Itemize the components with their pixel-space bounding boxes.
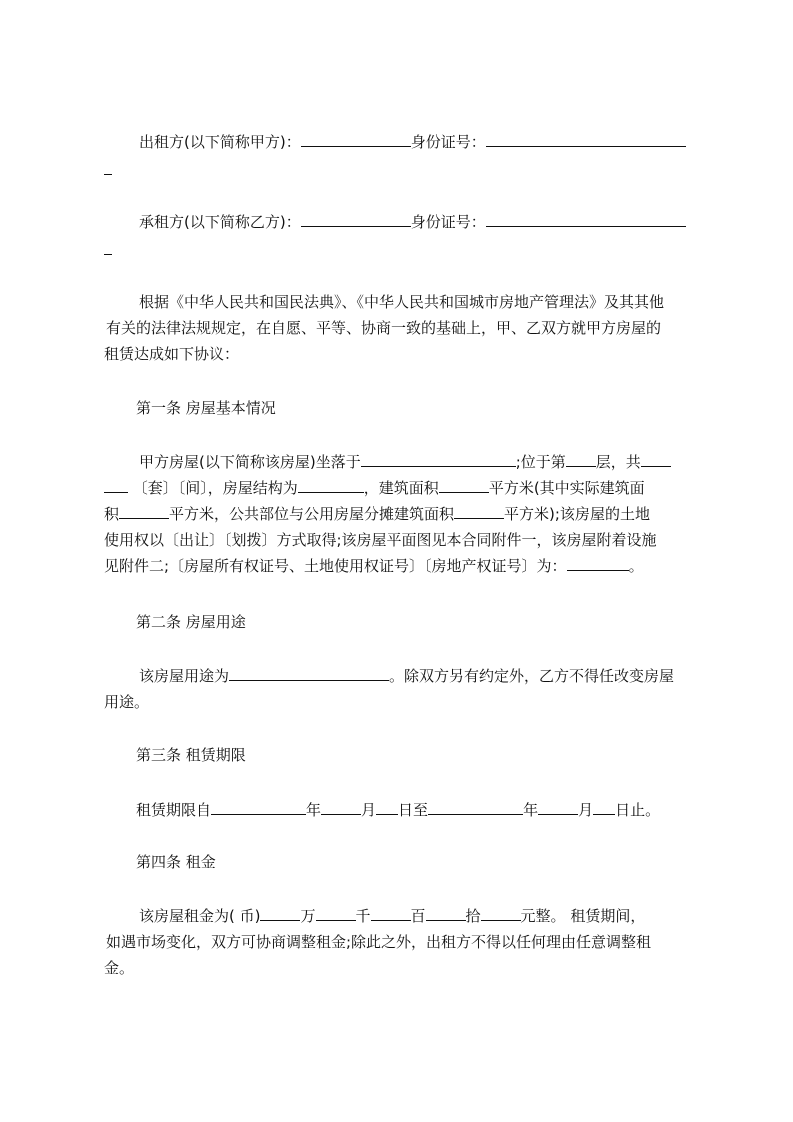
- lessor-line: [139, 132, 739, 152]
- building-area-blank[interactable]: [439, 478, 489, 493]
- certificate-blank[interactable]: [567, 556, 629, 571]
- article1-line-1: 甲方房屋(以下简称该房屋)坐落于 ;位于第 层，共: [139, 452, 739, 472]
- article4-line-2: 如遇市场变化，双方可协商调整租金;除此之外，出租方不得以任何理由任意调整租: [106, 933, 652, 951]
- preamble-line-2: 有关的法律法规规定，在自愿、平等、协商一致的基础上，甲、乙双方就甲方房屋的: [106, 319, 662, 337]
- article1-line-4: 使用权以〔出让〕〔划拨〕方式取得;该房屋平面图见本合同附件一，该房屋附着设施: [104, 531, 657, 549]
- lessee-id-blank[interactable]: [486, 212, 686, 227]
- start-day-blank[interactable]: [376, 800, 398, 815]
- article4-line-1: 该房屋租金为( 币) 万 千 百 拾 元整。 租赁期间，: [139, 907, 646, 925]
- lessee-id-label: 身份证号：: [410, 213, 486, 231]
- usage-blank[interactable]: [229, 666, 389, 681]
- article1-line-5: 见附件二;〔房屋所有权证号、土地使用权证号〕〔房地产权证号〕为： 。: [104, 557, 644, 575]
- location-blank[interactable]: [361, 452, 516, 467]
- article2-title: 第二条 房屋用途: [136, 613, 246, 631]
- preamble-line-3: 租赁达成如下协议：: [104, 345, 240, 363]
- article4-title: 第四条 租金: [136, 853, 216, 871]
- end-day-blank[interactable]: [593, 800, 615, 815]
- wan-blank[interactable]: [260, 906, 300, 921]
- lessor-id-blank[interactable]: [486, 132, 686, 147]
- lessor-id-label: 身份证号：: [410, 133, 486, 151]
- article4-line-3: 金。: [104, 959, 135, 977]
- shi-blank[interactable]: [426, 906, 466, 921]
- lessor-label: 出租方(以下简称甲方)：: [139, 133, 301, 151]
- end-year-blank[interactable]: [428, 800, 523, 815]
- article1-title: 第一条 房屋基本情况: [136, 399, 276, 417]
- total-floors-blank[interactable]: [641, 452, 671, 467]
- floor-blank[interactable]: [566, 452, 596, 467]
- lessor-name-blank[interactable]: [301, 132, 411, 147]
- lessee-overflow: [104, 240, 704, 260]
- lessor-overflow: [104, 160, 704, 180]
- yuan-blank[interactable]: [481, 906, 521, 921]
- lessee-label: 承租方(以下简称乙方)：: [139, 213, 301, 231]
- lessee-line: [139, 212, 739, 232]
- structure-blank[interactable]: [298, 478, 364, 493]
- preamble-line-1: 根据《中华人民共和国民法典》、《中华人民共和国城市房地产管理法》及其其他: [139, 293, 665, 311]
- start-year-blank[interactable]: [211, 800, 306, 815]
- shared-area-blank[interactable]: [454, 504, 504, 519]
- article2-line-1: 该房屋用途为 。除双方另有约定外，乙方不得任改变房屋: [139, 667, 675, 685]
- start-month-blank[interactable]: [321, 800, 361, 815]
- article3-title: 第三条 租赁期限: [136, 746, 246, 764]
- article3-line-1: 租赁期限自 年 月 日至 年 月 日止。: [136, 801, 661, 819]
- end-month-blank[interactable]: [538, 800, 578, 815]
- lessee-name-blank[interactable]: [301, 212, 411, 227]
- bai-blank[interactable]: [371, 906, 411, 921]
- article2-line-2: 用途。: [104, 693, 150, 711]
- article1-line-2: 〔套〕〔间〕，房屋结构为 ，建筑面积 平方米(其中实际建筑面: [104, 478, 704, 498]
- qian-blank[interactable]: [316, 906, 356, 921]
- actual-area-blank[interactable]: [119, 504, 169, 519]
- article1-line-3: 积 平方米，公共部位与公用房屋分摊建筑面积 平方米);该房屋的土地: [104, 505, 650, 523]
